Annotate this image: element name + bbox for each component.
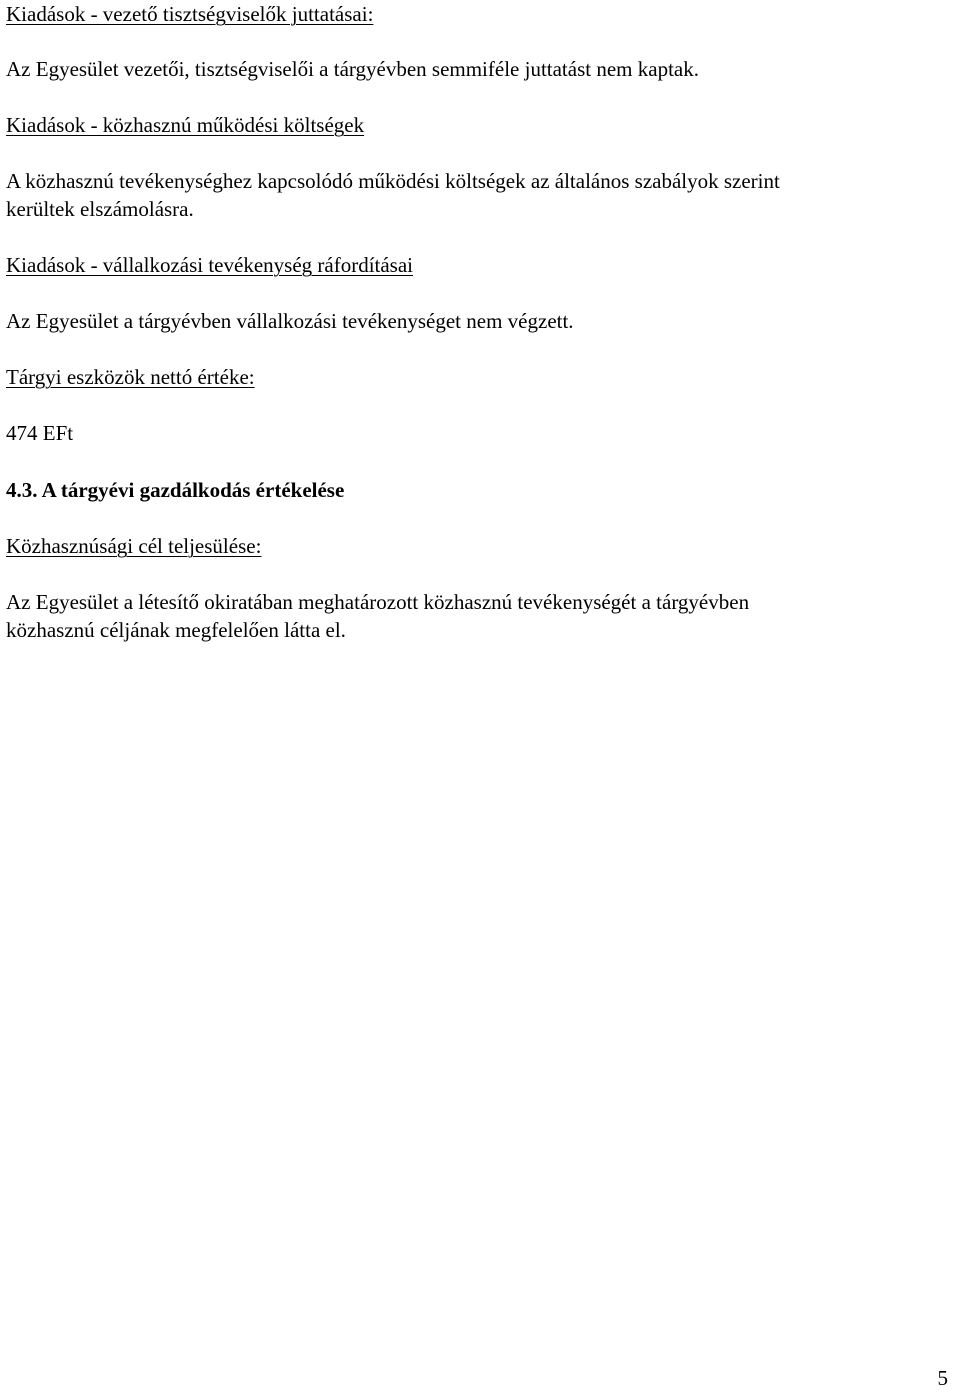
paragraph-public-benefit-line1: Az Egyesület a létesítő okiratában meghatározott közhasznú tevékenységét a tárgyévben [6, 590, 750, 614]
heading-public-benefit-goal: Közhasznúsági cél teljesülése: [6, 534, 262, 558]
paragraph-operating-costs-line1: A közhasznú tevékenységhez kapcsolódó működési költségek az általános szabályok szerint [6, 169, 780, 193]
heading-executive-benefits: Kiadások - vezető tisztségviselők juttatásai: [6, 2, 374, 26]
paragraph-executive-benefits: Az Egyesület vezetői, tisztségviselői a tárgyévben semmiféle juttatást nem kaptak. [6, 57, 699, 81]
paragraph-operating-costs-line2: kerültek elszámolásra. [6, 197, 194, 221]
page-number: 5 [937, 1366, 948, 1390]
heading-tangible-assets: Tárgyi eszközök nettó értéke: [6, 365, 255, 389]
heading-operating-costs: Kiadások - közhasznú működési költségek [6, 113, 365, 137]
value-tangible-assets: 474 EFt [6, 421, 74, 445]
heading-business-expenses: Kiadások - vállalkozási tevékenység ráfordításai [6, 253, 414, 277]
section-title-evaluation: 4.3. A tárgyévi gazdálkodás értékelése [6, 478, 345, 502]
paragraph-business-expenses: Az Egyesület a tárgyévben vállalkozási tevékenységet nem végzett. [6, 309, 574, 333]
paragraph-public-benefit-line2: közhasznú céljának megfelelően látta el. [6, 618, 346, 642]
